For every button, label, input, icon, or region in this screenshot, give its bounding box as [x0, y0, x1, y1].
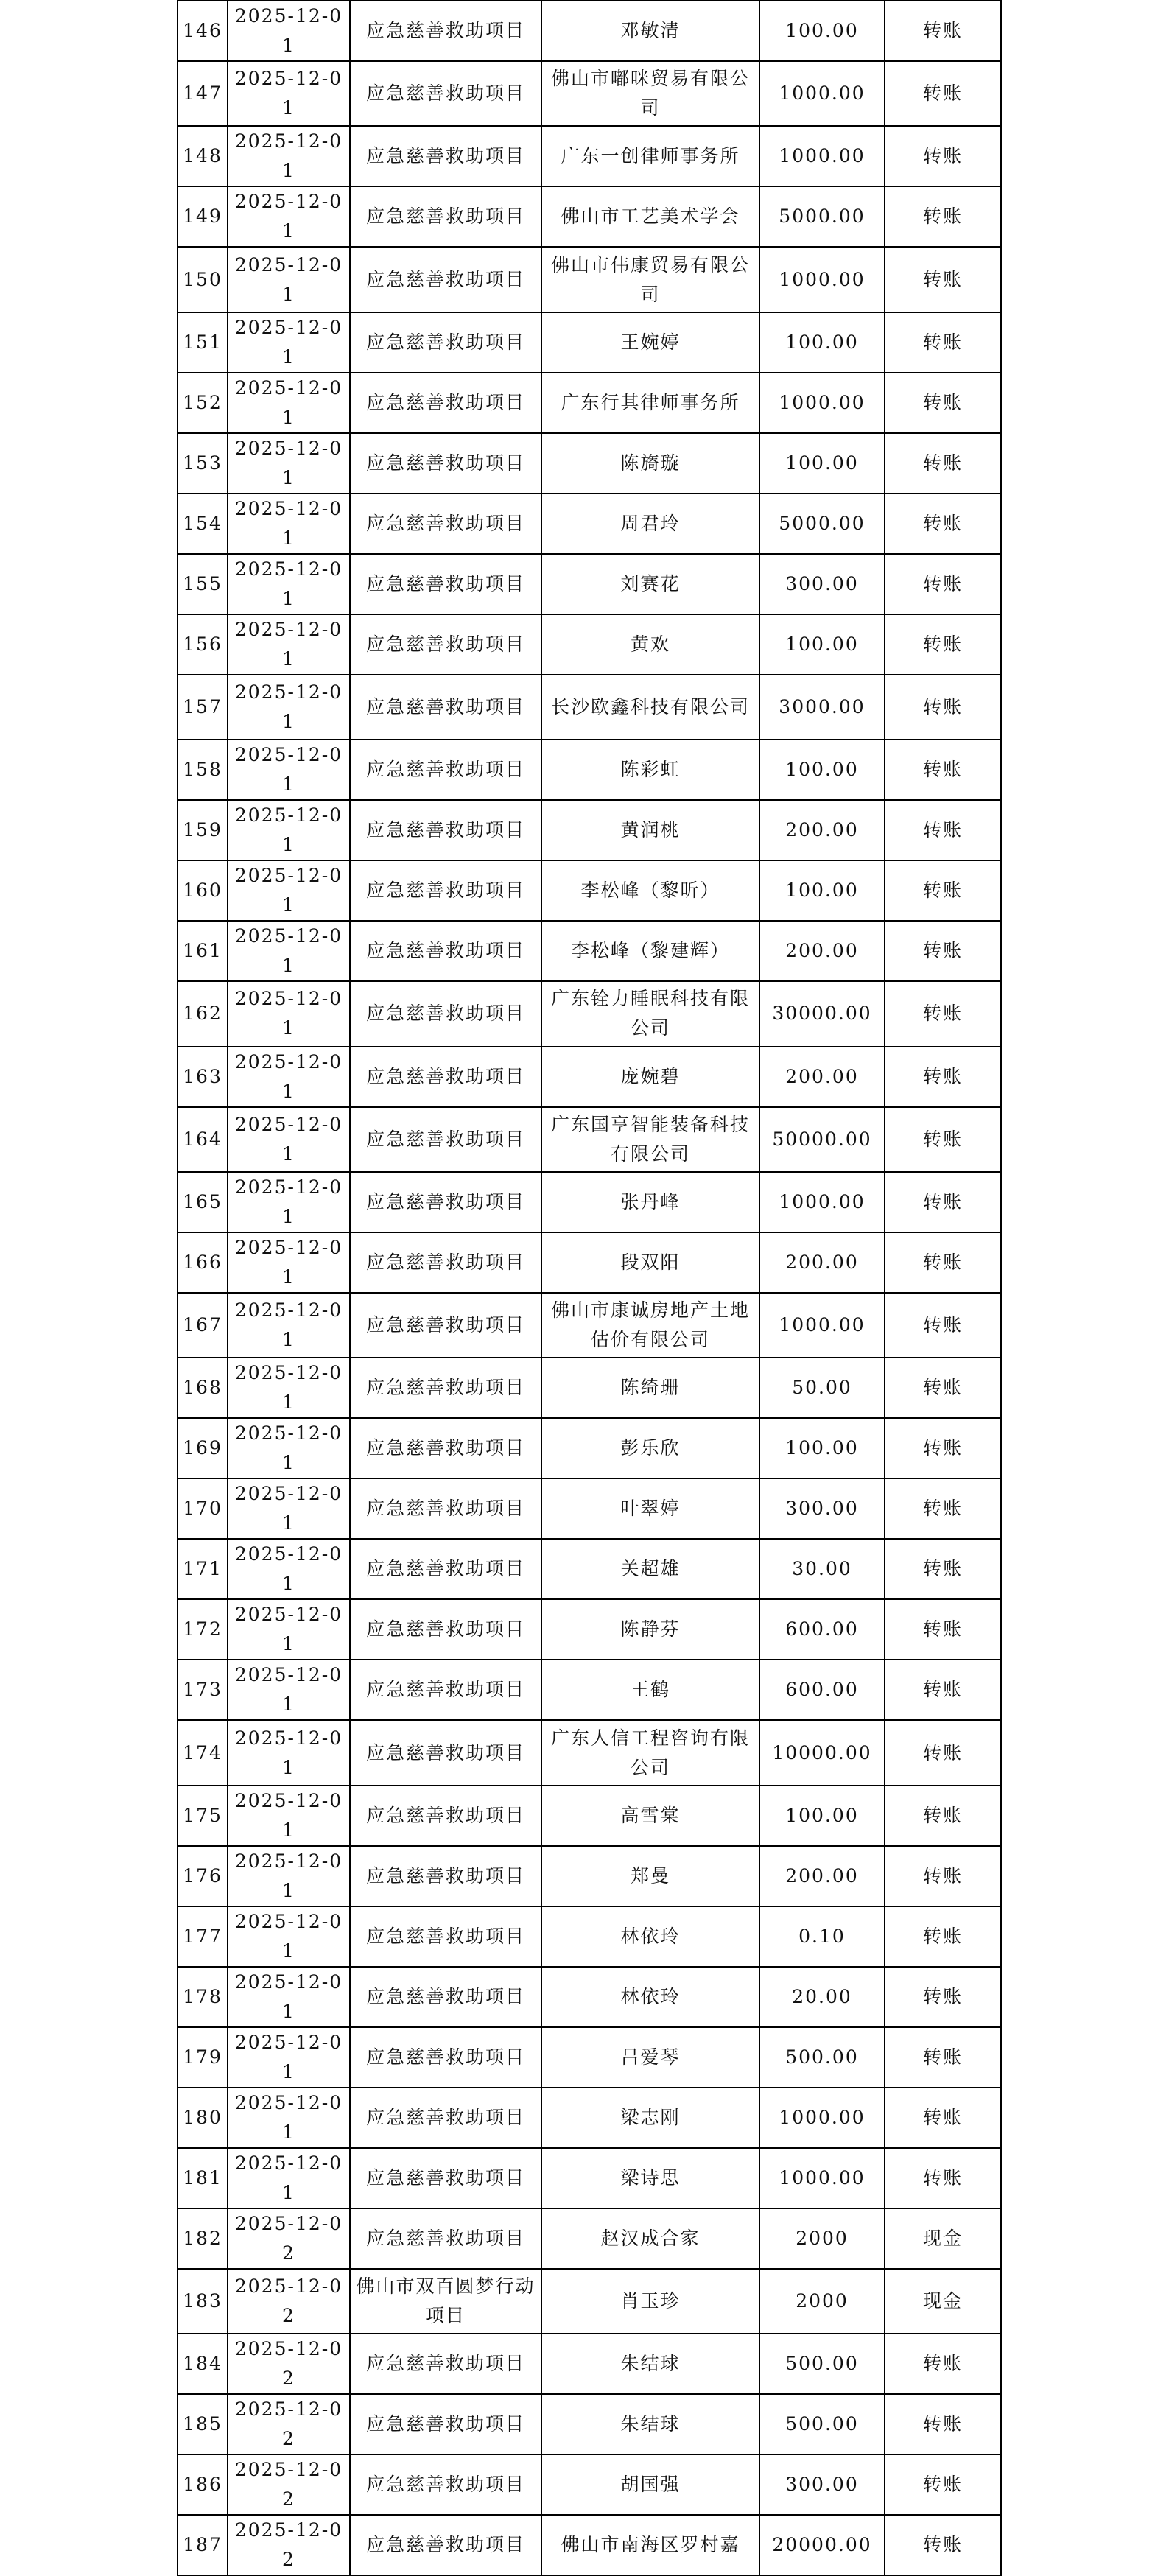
table-row — [178, 2334, 1001, 2394]
row-number: 178 — [178, 1967, 228, 2027]
donation-date: 2025-12-01 — [228, 247, 350, 312]
donation-amount: 100.00 — [759, 740, 885, 800]
payment-method: 转账 — [885, 1172, 1001, 1232]
project-name: 应急慈善救助项目 — [350, 433, 541, 494]
table-row — [178, 1906, 1001, 1967]
payment-method: 转账 — [885, 675, 1001, 740]
donation-amount: 30.00 — [759, 1539, 885, 1599]
donation-amount: 100.00 — [759, 433, 885, 494]
project-name: 应急慈善救助项目 — [350, 1846, 541, 1906]
donation-date: 2025-12-02 — [228, 2269, 350, 2334]
row-number: 160 — [178, 860, 228, 921]
donor-name: 广东国亨智能装备科技有限公司 — [541, 1107, 759, 1172]
donation-amount: 1000.00 — [759, 2148, 885, 2208]
project-name: 应急慈善救助项目 — [350, 2208, 541, 2269]
row-number: 179 — [178, 2027, 228, 2088]
table-row — [178, 186, 1001, 247]
donation-date: 2025-12-01 — [228, 1358, 350, 1418]
donation-amount: 20000.00 — [759, 2515, 885, 2575]
donation-amount: 1000.00 — [759, 247, 885, 312]
payment-method: 转账 — [885, 1660, 1001, 1720]
row-number: 159 — [178, 800, 228, 860]
table-row — [178, 61, 1001, 126]
donor-name: 佛山市伟康贸易有限公司 — [541, 247, 759, 312]
row-number: 154 — [178, 494, 228, 554]
row-number: 153 — [178, 433, 228, 494]
donation-date: 2025-12-01 — [228, 1539, 350, 1599]
payment-method: 转账 — [885, 1906, 1001, 1967]
row-number: 177 — [178, 1906, 228, 1967]
payment-method: 转账 — [885, 2454, 1001, 2515]
donation-date: 2025-12-01 — [228, 1478, 350, 1539]
project-name: 应急慈善救助项目 — [350, 1660, 541, 1720]
donor-name: 李松峰（黎建辉） — [541, 921, 759, 981]
donation-date: 2025-12-01 — [228, 1232, 350, 1293]
table-row — [178, 126, 1001, 186]
table-row — [178, 1418, 1001, 1478]
row-number: 164 — [178, 1107, 228, 1172]
project-name: 应急慈善救助项目 — [350, 614, 541, 675]
project-name: 应急慈善救助项目 — [350, 2394, 541, 2454]
donor-name: 吕爱琴 — [541, 2027, 759, 2088]
payment-method: 转账 — [885, 1047, 1001, 1107]
donation-date: 2025-12-02 — [228, 2208, 350, 2269]
table-row — [178, 614, 1001, 675]
project-name: 应急慈善救助项目 — [350, 2088, 541, 2148]
table-row — [178, 1358, 1001, 1418]
row-number: 167 — [178, 1293, 228, 1358]
table-row — [178, 675, 1001, 740]
project-name: 应急慈善救助项目 — [350, 675, 541, 740]
row-number: 148 — [178, 126, 228, 186]
project-name: 应急慈善救助项目 — [350, 1539, 541, 1599]
donation-amount: 1000.00 — [759, 126, 885, 186]
payment-method: 转账 — [885, 1786, 1001, 1846]
donation-date: 2025-12-02 — [228, 2454, 350, 2515]
donor-name: 段双阳 — [541, 1232, 759, 1293]
row-number: 151 — [178, 312, 228, 373]
donation-amount: 1000.00 — [759, 2088, 885, 2148]
row-number: 165 — [178, 1172, 228, 1232]
donation-amount: 5000.00 — [759, 186, 885, 247]
donation-amount: 200.00 — [759, 1047, 885, 1107]
row-number: 171 — [178, 1539, 228, 1599]
donation-amount: 1000.00 — [759, 61, 885, 126]
table-row — [178, 1478, 1001, 1539]
donation-amount: 200.00 — [759, 800, 885, 860]
donation-date: 2025-12-01 — [228, 800, 350, 860]
row-number: 166 — [178, 1232, 228, 1293]
donor-name: 陈静芬 — [541, 1599, 759, 1660]
payment-method: 转账 — [885, 1720, 1001, 1785]
project-name: 应急慈善救助项目 — [350, 1478, 541, 1539]
payment-method: 转账 — [885, 1107, 1001, 1172]
donation-date: 2025-12-01 — [228, 312, 350, 373]
row-number: 187 — [178, 2515, 228, 2575]
table-row — [178, 312, 1001, 373]
donation-table — [177, 0, 1002, 2576]
payment-method: 转账 — [885, 860, 1001, 921]
row-number: 169 — [178, 1418, 228, 1478]
donation-date: 2025-12-01 — [228, 1293, 350, 1358]
payment-method: 转账 — [885, 1, 1001, 61]
project-name: 佛山市双百圆梦行动项目 — [350, 2269, 541, 2334]
donation-table-body — [178, 1, 1001, 2575]
table-row — [178, 247, 1001, 312]
project-name: 应急慈善救助项目 — [350, 247, 541, 312]
donor-name: 王鹤 — [541, 1660, 759, 1720]
table-row — [178, 1107, 1001, 1172]
row-number: 180 — [178, 2088, 228, 2148]
donation-date: 2025-12-01 — [228, 860, 350, 921]
payment-method: 转账 — [885, 373, 1001, 433]
payment-method: 转账 — [885, 2088, 1001, 2148]
donor-name: 林依玲 — [541, 1906, 759, 1967]
project-name: 应急慈善救助项目 — [350, 1293, 541, 1358]
donation-amount: 500.00 — [759, 2394, 885, 2454]
row-number: 184 — [178, 2334, 228, 2394]
project-name: 应急慈善救助项目 — [350, 2454, 541, 2515]
payment-method: 转账 — [885, 921, 1001, 981]
donation-amount: 100.00 — [759, 614, 885, 675]
table-row — [178, 1846, 1001, 1906]
donation-amount: 1000.00 — [759, 1172, 885, 1232]
row-number: 181 — [178, 2148, 228, 2208]
payment-method: 转账 — [885, 1418, 1001, 1478]
row-number: 183 — [178, 2269, 228, 2334]
table-row — [178, 554, 1001, 614]
row-number: 158 — [178, 740, 228, 800]
payment-method: 转账 — [885, 1293, 1001, 1358]
table-row — [178, 2515, 1001, 2575]
row-number: 150 — [178, 247, 228, 312]
donation-amount: 200.00 — [759, 1232, 885, 1293]
donor-name: 叶翠婷 — [541, 1478, 759, 1539]
project-name: 应急慈善救助项目 — [350, 1172, 541, 1232]
payment-method: 转账 — [885, 61, 1001, 126]
table-row — [178, 373, 1001, 433]
project-name: 应急慈善救助项目 — [350, 1720, 541, 1785]
table-row — [178, 740, 1001, 800]
donor-name: 广东人信工程咨询有限公司 — [541, 1720, 759, 1785]
payment-method: 转账 — [885, 1539, 1001, 1599]
donation-amount: 1000.00 — [759, 373, 885, 433]
payment-method: 转账 — [885, 1358, 1001, 1418]
donation-date: 2025-12-01 — [228, 2088, 350, 2148]
donation-date: 2025-12-01 — [228, 2148, 350, 2208]
payment-method: 转账 — [885, 2027, 1001, 2088]
row-number: 146 — [178, 1, 228, 61]
project-name: 应急慈善救助项目 — [350, 1107, 541, 1172]
payment-method: 转账 — [885, 554, 1001, 614]
payment-method: 转账 — [885, 981, 1001, 1046]
donor-name: 胡国强 — [541, 2454, 759, 2515]
payment-method: 现金 — [885, 2269, 1001, 2334]
donation-date: 2025-12-01 — [228, 433, 350, 494]
table-row — [178, 433, 1001, 494]
donor-name: 广东行其律师事务所 — [541, 373, 759, 433]
donor-name: 刘赛花 — [541, 554, 759, 614]
project-name: 应急慈善救助项目 — [350, 1232, 541, 1293]
payment-method: 转账 — [885, 740, 1001, 800]
donor-name: 关超雄 — [541, 1539, 759, 1599]
row-number: 163 — [178, 1047, 228, 1107]
project-name: 应急慈善救助项目 — [350, 1906, 541, 1967]
donor-name: 郑曼 — [541, 1846, 759, 1906]
donor-name: 邓敏清 — [541, 1, 759, 61]
payment-method: 转账 — [885, 312, 1001, 373]
row-number: 176 — [178, 1846, 228, 1906]
donor-name: 李松峰（黎昕） — [541, 860, 759, 921]
project-name: 应急慈善救助项目 — [350, 1967, 541, 2027]
project-name: 应急慈善救助项目 — [350, 921, 541, 981]
donation-amount: 600.00 — [759, 1599, 885, 1660]
table-row — [178, 2394, 1001, 2454]
donation-date: 2025-12-01 — [228, 1906, 350, 1967]
table-row — [178, 1232, 1001, 1293]
row-number: 162 — [178, 981, 228, 1046]
donor-name: 长沙欧鑫科技有限公司 — [541, 675, 759, 740]
donation-date: 2025-12-01 — [228, 1660, 350, 1720]
donation-amount: 2000 — [759, 2269, 885, 2334]
project-name: 应急慈善救助项目 — [350, 1599, 541, 1660]
donor-name: 张丹峰 — [541, 1172, 759, 1232]
donor-name: 广东铨力睡眠科技有限公司 — [541, 981, 759, 1046]
donor-name: 佛山市南海区罗村嘉 — [541, 2515, 759, 2575]
donation-date: 2025-12-01 — [228, 1047, 350, 1107]
row-number: 175 — [178, 1786, 228, 1846]
donation-date: 2025-12-01 — [228, 1172, 350, 1232]
donation-amount: 20.00 — [759, 1967, 885, 2027]
donation-date: 2025-12-01 — [228, 2027, 350, 2088]
donation-date: 2025-12-01 — [228, 494, 350, 554]
donation-amount: 30000.00 — [759, 981, 885, 1046]
donation-date: 2025-12-01 — [228, 373, 350, 433]
payment-method: 转账 — [885, 186, 1001, 247]
payment-method: 转账 — [885, 2148, 1001, 2208]
payment-method: 转账 — [885, 614, 1001, 675]
donor-name: 陈彩虹 — [541, 740, 759, 800]
donation-date: 2025-12-02 — [228, 2394, 350, 2454]
table-row — [178, 1660, 1001, 1720]
row-number: 168 — [178, 1358, 228, 1418]
table-row — [178, 1293, 1001, 1358]
payment-method: 转账 — [885, 2515, 1001, 2575]
table-row — [178, 860, 1001, 921]
row-number: 186 — [178, 2454, 228, 2515]
donation-date: 2025-12-01 — [228, 1720, 350, 1785]
table-row — [178, 1539, 1001, 1599]
payment-method: 转账 — [885, 1967, 1001, 2027]
donation-date: 2025-12-01 — [228, 981, 350, 1046]
project-name: 应急慈善救助项目 — [350, 312, 541, 373]
donor-name: 黄润桃 — [541, 800, 759, 860]
payment-method: 转账 — [885, 1232, 1001, 1293]
table-row — [178, 1967, 1001, 2027]
donor-name: 周君玲 — [541, 494, 759, 554]
donation-date: 2025-12-01 — [228, 61, 350, 126]
donation-amount: 0.10 — [759, 1906, 885, 1967]
donation-date: 2025-12-01 — [228, 1418, 350, 1478]
project-name: 应急慈善救助项目 — [350, 740, 541, 800]
row-number: 152 — [178, 373, 228, 433]
table-row — [178, 1172, 1001, 1232]
payment-method: 转账 — [885, 1478, 1001, 1539]
donation-amount: 10000.00 — [759, 1720, 885, 1785]
project-name: 应急慈善救助项目 — [350, 1358, 541, 1418]
table-row — [178, 1599, 1001, 1660]
project-name: 应急慈善救助项目 — [350, 2334, 541, 2394]
project-name: 应急慈善救助项目 — [350, 800, 541, 860]
row-number: 170 — [178, 1478, 228, 1539]
payment-method: 转账 — [885, 1599, 1001, 1660]
donation-amount: 500.00 — [759, 2027, 885, 2088]
row-number: 156 — [178, 614, 228, 675]
row-number: 174 — [178, 1720, 228, 1785]
table-row — [178, 1720, 1001, 1785]
table-row — [178, 2148, 1001, 2208]
donation-date: 2025-12-01 — [228, 1846, 350, 1906]
donation-date: 2025-12-01 — [228, 921, 350, 981]
donor-name: 朱结球 — [541, 2334, 759, 2394]
donation-date: 2025-12-01 — [228, 1967, 350, 2027]
payment-method: 转账 — [885, 494, 1001, 554]
donation-date: 2025-12-01 — [228, 1, 350, 61]
project-name: 应急慈善救助项目 — [350, 1, 541, 61]
row-number: 147 — [178, 61, 228, 126]
row-number: 172 — [178, 1599, 228, 1660]
donor-name: 佛山市工艺美术学会 — [541, 186, 759, 247]
payment-method: 转账 — [885, 2334, 1001, 2394]
donor-name: 林依玲 — [541, 1967, 759, 2027]
project-name: 应急慈善救助项目 — [350, 126, 541, 186]
payment-method: 转账 — [885, 433, 1001, 494]
table-row — [178, 921, 1001, 981]
donor-name: 陈旖璇 — [541, 433, 759, 494]
donor-name: 肖玉珍 — [541, 2269, 759, 2334]
donation-date: 2025-12-01 — [228, 186, 350, 247]
payment-method: 现金 — [885, 2208, 1001, 2269]
row-number: 157 — [178, 675, 228, 740]
donation-amount: 100.00 — [759, 1, 885, 61]
donation-date: 2025-12-02 — [228, 2515, 350, 2575]
donation-amount: 200.00 — [759, 1846, 885, 1906]
table-row — [178, 494, 1001, 554]
payment-method: 转账 — [885, 126, 1001, 186]
donor-name: 梁志刚 — [541, 2088, 759, 2148]
donation-amount: 300.00 — [759, 554, 885, 614]
project-name: 应急慈善救助项目 — [350, 494, 541, 554]
project-name: 应急慈善救助项目 — [350, 860, 541, 921]
donor-name: 朱结球 — [541, 2394, 759, 2454]
donor-name: 佛山市康诚房地产土地估价有限公司 — [541, 1293, 759, 1358]
donation-amount: 100.00 — [759, 1786, 885, 1846]
donation-amount: 100.00 — [759, 860, 885, 921]
donation-date: 2025-12-01 — [228, 614, 350, 675]
table-row — [178, 2454, 1001, 2515]
donor-name: 广东一创律师事务所 — [541, 126, 759, 186]
donation-amount: 300.00 — [759, 1478, 885, 1539]
project-name: 应急慈善救助项目 — [350, 981, 541, 1046]
row-number: 149 — [178, 186, 228, 247]
table-row — [178, 2027, 1001, 2088]
row-number: 155 — [178, 554, 228, 614]
project-name: 应急慈善救助项目 — [350, 1786, 541, 1846]
project-name: 应急慈善救助项目 — [350, 1418, 541, 1478]
donation-amount: 3000.00 — [759, 675, 885, 740]
row-number: 173 — [178, 1660, 228, 1720]
donation-date: 2025-12-01 — [228, 1107, 350, 1172]
donor-name: 王婉婷 — [541, 312, 759, 373]
donation-amount: 5000.00 — [759, 494, 885, 554]
donor-name: 庞婉碧 — [541, 1047, 759, 1107]
donation-date: 2025-12-01 — [228, 1599, 350, 1660]
donor-name: 彭乐欣 — [541, 1418, 759, 1478]
donation-amount: 2000 — [759, 2208, 885, 2269]
project-name: 应急慈善救助项目 — [350, 554, 541, 614]
table-row — [178, 2208, 1001, 2269]
table-row — [178, 1047, 1001, 1107]
donation-amount: 500.00 — [759, 2334, 885, 2394]
donation-amount: 100.00 — [759, 312, 885, 373]
donor-name: 梁诗思 — [541, 2148, 759, 2208]
donation-date: 2025-12-02 — [228, 2334, 350, 2394]
donation-amount: 300.00 — [759, 2454, 885, 2515]
table-row — [178, 1786, 1001, 1846]
table-row — [178, 981, 1001, 1046]
row-number: 185 — [178, 2394, 228, 2454]
donor-name: 赵汉成合家 — [541, 2208, 759, 2269]
donor-name: 佛山市嘟咪贸易有限公司 — [541, 61, 759, 126]
payment-method: 转账 — [885, 800, 1001, 860]
payment-method: 转账 — [885, 1846, 1001, 1906]
payment-method: 转账 — [885, 247, 1001, 312]
project-name: 应急慈善救助项目 — [350, 1047, 541, 1107]
row-number: 182 — [178, 2208, 228, 2269]
table-row — [178, 800, 1001, 860]
donation-date: 2025-12-01 — [228, 1786, 350, 1846]
donation-amount: 600.00 — [759, 1660, 885, 1720]
donation-date: 2025-12-01 — [228, 554, 350, 614]
donation-amount: 1000.00 — [759, 1293, 885, 1358]
donation-amount: 50000.00 — [759, 1107, 885, 1172]
donation-date: 2025-12-01 — [228, 126, 350, 186]
donation-amount: 50.00 — [759, 1358, 885, 1418]
donation-date: 2025-12-01 — [228, 675, 350, 740]
donation-date: 2025-12-01 — [228, 740, 350, 800]
project-name: 应急慈善救助项目 — [350, 373, 541, 433]
project-name: 应急慈善救助项目 — [350, 2515, 541, 2575]
table-row — [178, 2269, 1001, 2334]
payment-method: 转账 — [885, 2394, 1001, 2454]
donor-name: 陈绮珊 — [541, 1358, 759, 1418]
donation-amount: 200.00 — [759, 921, 885, 981]
donor-name: 高雪棠 — [541, 1786, 759, 1846]
row-number: 161 — [178, 921, 228, 981]
table-row — [178, 2088, 1001, 2148]
project-name: 应急慈善救助项目 — [350, 186, 541, 247]
table-row — [178, 1, 1001, 61]
project-name: 应急慈善救助项目 — [350, 2148, 541, 2208]
project-name: 应急慈善救助项目 — [350, 61, 541, 126]
donor-name: 黄欢 — [541, 614, 759, 675]
donation-amount: 100.00 — [759, 1418, 885, 1478]
project-name: 应急慈善救助项目 — [350, 2027, 541, 2088]
